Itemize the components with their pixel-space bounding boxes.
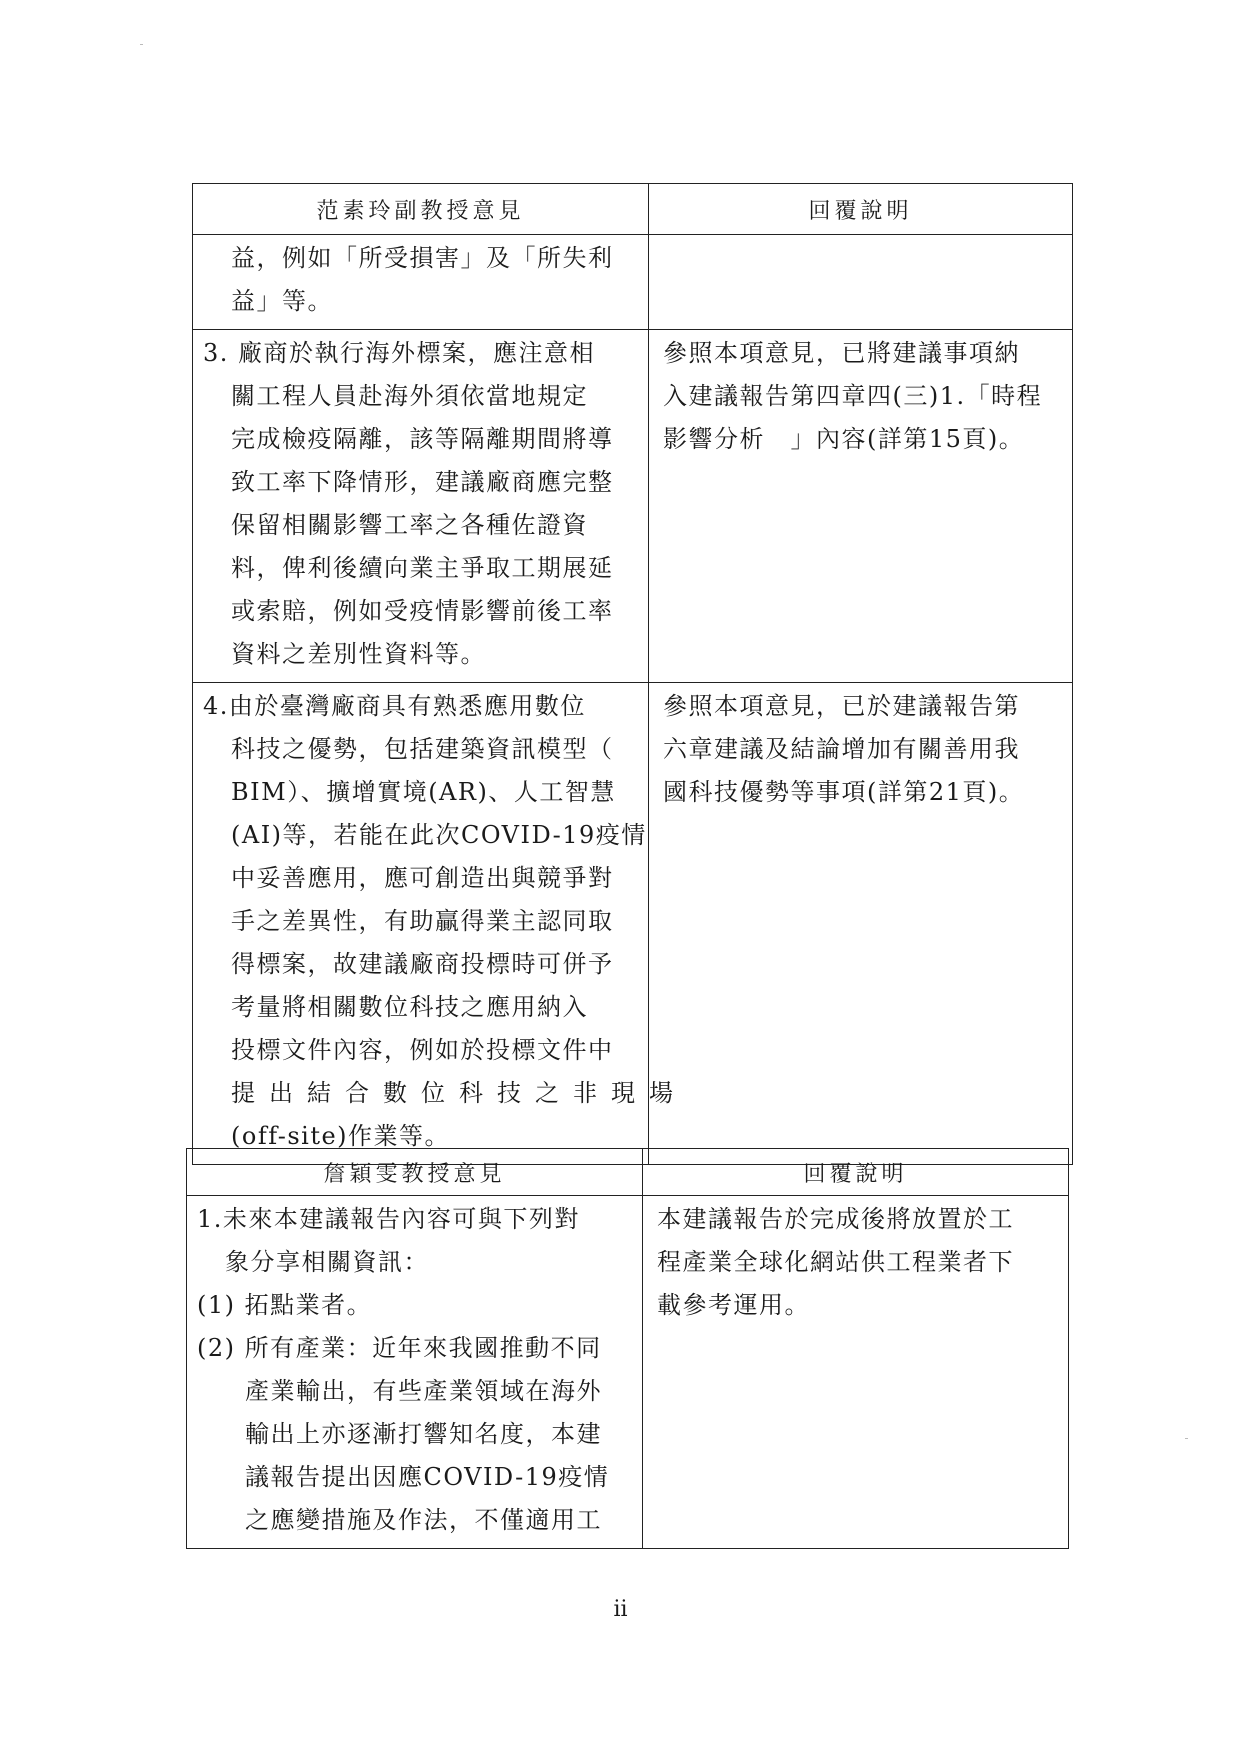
text-line: 得標案，故建議廠商投標時可併予: [231, 950, 614, 978]
scan-speck: [140, 44, 143, 45]
text-line: 關工程人員赴海外須依當地規定: [231, 382, 588, 410]
text-line: 國科技優勢等事項(詳第21頁)。: [663, 778, 1025, 806]
text-line: (1) 拓點業者。: [197, 1291, 373, 1319]
text-line: 考量將相關數位科技之應用納入: [231, 993, 588, 1021]
table-row: [187, 1196, 1069, 1549]
opinion-cell: [193, 330, 649, 683]
text-line: 或索賠，例如受疫情影響前後工率: [231, 597, 614, 625]
reply-cell: [649, 683, 1073, 1165]
text-line: (2) 所有產業：近年來我國推動不同: [197, 1334, 602, 1362]
header-reviewer-opinion: 詹穎雯教授意見: [187, 1149, 643, 1196]
text-line: 之應變措施及作法，不僅適用工: [245, 1506, 602, 1534]
reply-cell: [649, 330, 1073, 683]
text-line: 程產業全球化網站供工程業者下: [657, 1248, 1014, 1276]
reply-cell: [643, 1196, 1069, 1549]
text-line: 參照本項意見，已於建議報告第: [663, 692, 1020, 720]
text-line: 議報告提出因應COVID-19疫情: [245, 1463, 610, 1491]
text-line: 入建議報告第四章四(三)1.「時程: [663, 382, 1043, 410]
text-line: 載參考運用。: [657, 1291, 810, 1319]
text-line: 產業輸出，有些產業領域在海外: [245, 1377, 602, 1405]
table-header-row: [187, 1149, 1069, 1196]
reply-cell: [649, 235, 1073, 330]
text-line: 象分享相關資訊：: [225, 1248, 429, 1276]
table-row: [193, 683, 1073, 1165]
text-line: 料，俾利後續向業主爭取工期展延: [231, 554, 614, 582]
text-line: 輸出上亦逐漸打響知名度，本建: [245, 1420, 602, 1448]
text-line: 3. 廠商於執行海外標案，應注意相: [203, 339, 596, 367]
header-reviewer-opinion: 范素玲副教授意見: [193, 184, 649, 235]
text-line: 1.未來本建議報告內容可與下列對: [197, 1205, 580, 1233]
table-row: [193, 235, 1073, 330]
text-line: (AI)等，若能在此次COVID-19疫情: [231, 821, 647, 849]
text-line: 影響分析 」內容(詳第15頁)。: [663, 425, 1025, 453]
text-line: 致工率下降情形，建議廠商應完整: [231, 468, 614, 496]
text-line: 投標文件內容，例如於投標文件中: [231, 1036, 614, 1064]
header-reply: 回覆說明: [643, 1149, 1069, 1196]
opinion-cell: [187, 1196, 643, 1549]
text-line: 4.由於臺灣廠商具有熟悉應用數位: [203, 692, 586, 720]
opinion-cell: [193, 235, 649, 330]
opinion-cell: [193, 683, 687, 1165]
text-line: (off-site)作業等。: [231, 1122, 451, 1150]
scan-speck: [1185, 1438, 1188, 1439]
text-line: 六章建議及結論增加有關善用我: [663, 735, 1020, 763]
table-header-row: [193, 184, 1073, 235]
text-line: 資料之差別性資料等。: [231, 640, 486, 668]
text-line: 益」等。: [231, 287, 333, 315]
text-line: 中妥善應用，應可創造出與競爭對: [231, 864, 614, 892]
text-line: 本建議報告於完成後將放置於工: [657, 1205, 1014, 1233]
table-row: [193, 330, 1073, 683]
text-line: 參照本項意見，已將建議事項納: [663, 339, 1020, 367]
text-line: 科技之優勢，包括建築資訊模型（: [231, 735, 614, 763]
opinion-table-zhan: [186, 1148, 1069, 1549]
text-line: 手之差異性，有助贏得業主認同取: [231, 907, 614, 935]
text-line: 提出結合數位科技之非現場: [231, 1079, 687, 1107]
text-line: 保留相關影響工率之各種佐證資: [231, 511, 588, 539]
text-line: 益，例如「所受損害」及「所失利: [231, 244, 614, 272]
text-line: 完成檢疫隔離，該等隔離期間將導: [231, 425, 614, 453]
header-reply: 回覆說明: [649, 184, 1073, 235]
opinion-table-fan: [192, 183, 1073, 1165]
text-line: BIM）、擴增實境(AR)、人工智慧: [231, 778, 616, 806]
page-number: ii: [613, 1597, 628, 1622]
